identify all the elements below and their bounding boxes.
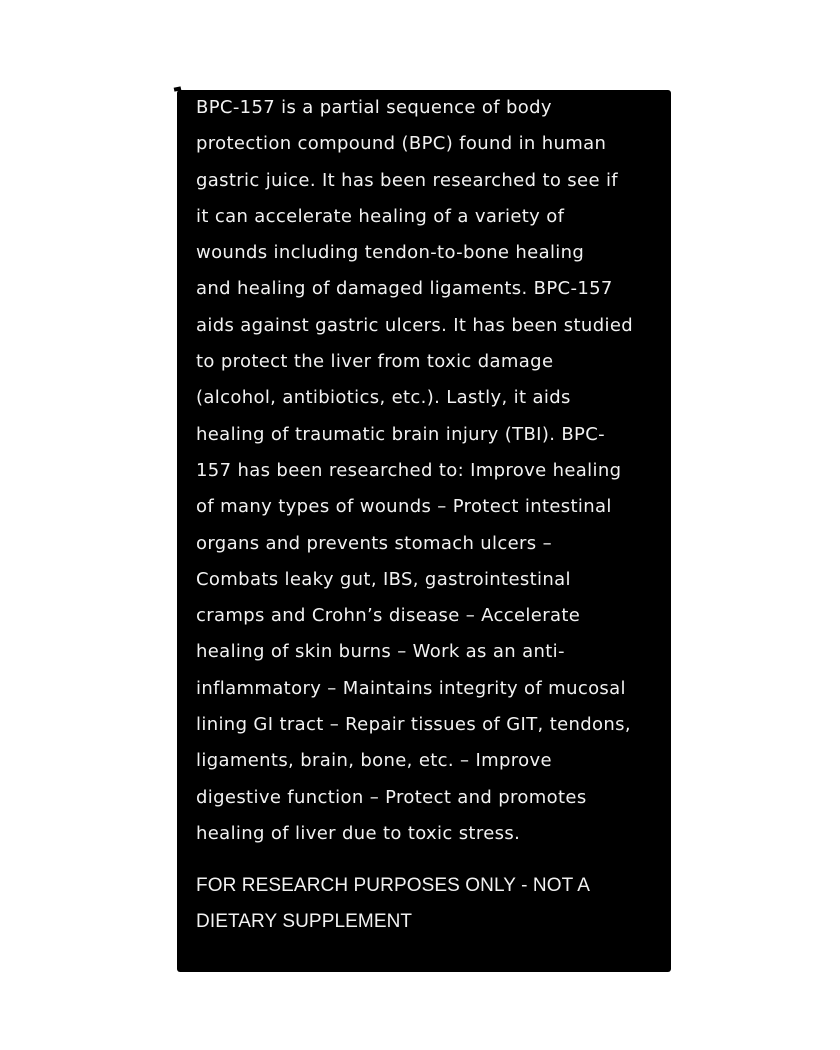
research-disclaimer: FOR RESEARCH PURPOSES ONLY - NOT A DIETARY SUPPLEMENT [196, 875, 591, 933]
product-description: BPC-157 is a partial sequence of body protection compound (BPC) found in human gastric juice. It has been researched to see if it can accelerate healing of a variety of wounds including tendon-to-bone healing and healing of damaged ligaments. BPC-157 aids against gastric ulcers. It has been studied to protect the liver from toxic damage (alcohol, antibiotics, etc.). Lastly, it aids healing of traumatic brain injury (TBI). BPC- 157 has been researched to: Improve healing of many types of wounds – Protect intestinal organs and prevents stomach ulcers – Combats leaky gut, IBS, gastrointestinal cramps and Crohn’s disease – Accelerate healing of skin burns – Work as an anti- inflammatory – Maintains integrity of mucosal lining GI tract – Repair tissues of GIT, tendons, ligaments, brain, bone, etc. – Improve digestive function – Protect and promotes healing of liver due to toxic stress. [196, 97, 634, 844]
description-panel [177, 90, 671, 972]
